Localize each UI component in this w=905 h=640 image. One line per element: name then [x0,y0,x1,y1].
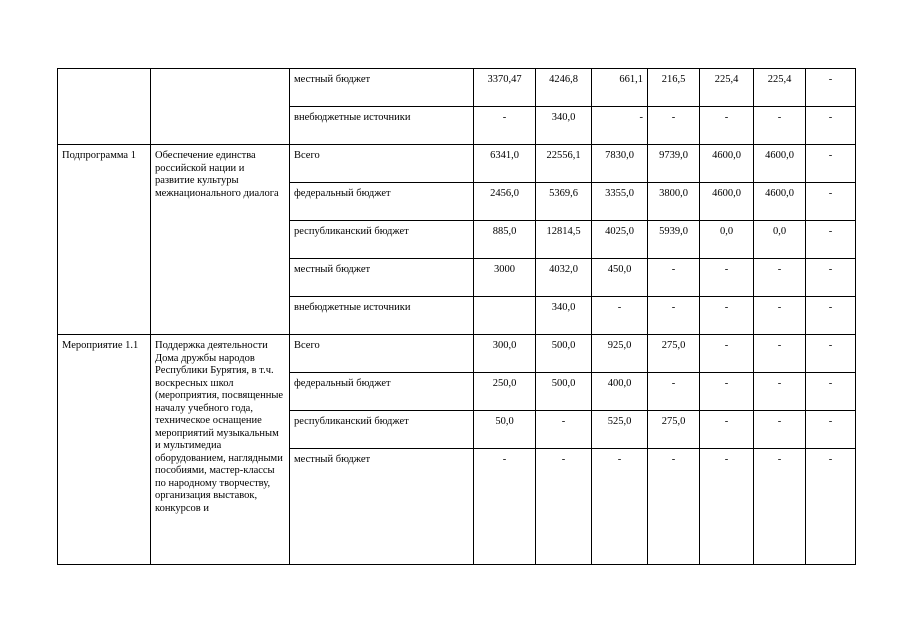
funding-source: местный бюджет [290,449,474,565]
value-cell: 7830,0 [592,145,648,183]
value-cell: - [648,297,700,335]
value-cell: 50,0 [474,411,536,449]
value-cell: 9739,0 [648,145,700,183]
value-cell: 5939,0 [648,221,700,259]
row-description-empty [151,69,290,145]
row-label: Подпрограмма 1 [58,145,151,335]
value-cell: 225,4 [754,69,806,107]
value-cell: - [536,411,592,449]
value-cell: 340,0 [536,297,592,335]
value-cell: 216,5 [648,69,700,107]
value-cell: 0,0 [700,221,754,259]
table-row [58,335,856,373]
value-cell: - [648,449,700,565]
value-cell: - [754,259,806,297]
value-cell: - [700,373,754,411]
row-description: Поддержка деятельности Дома дружбы народов Республики Бурятия, в т.ч. воскресных школ (мероприятия, посвященные началу учебного года, техническое оснащение мероприятий музыкальным и мультимедиа оборудованием, наглядными пособиями, мастер-классы по народному творчеству, организация выставок, конкурсов и [151,335,290,565]
value-cell [474,297,536,335]
value-cell: - [754,335,806,373]
row-label: Мероприятие 1.1 [58,335,151,565]
value-cell: 12814,5 [536,221,592,259]
value-cell: - [754,411,806,449]
value-cell: 500,0 [536,373,592,411]
funding-source: местный бюджет [290,259,474,297]
value-cell: 400,0 [592,373,648,411]
funding-source: Всего [290,145,474,183]
value-cell: 275,0 [648,335,700,373]
value-cell: - [700,335,754,373]
table-body [58,69,856,565]
value-cell: 4600,0 [754,183,806,221]
value-cell: - [700,449,754,565]
value-cell: 2456,0 [474,183,536,221]
value-cell: 225,4 [700,69,754,107]
value-cell: - [592,449,648,565]
value-cell: 4600,0 [700,183,754,221]
value-cell: 4025,0 [592,221,648,259]
value-cell: - [806,373,856,411]
value-cell: - [806,297,856,335]
value-cell: - [474,449,536,565]
value-cell: - [806,411,856,449]
value-cell: - [806,221,856,259]
value-cell: 4032,0 [536,259,592,297]
value-cell: - [700,297,754,335]
value-cell: 250,0 [474,373,536,411]
value-cell: 661,1 [592,69,648,107]
value-cell: - [806,335,856,373]
row-label-empty [58,69,151,145]
funding-source: внебюджетные источники [290,297,474,335]
value-cell: - [754,297,806,335]
value-cell: 300,0 [474,335,536,373]
funding-source: республиканский бюджет [290,221,474,259]
funding-source: Всего [290,335,474,373]
value-cell: 3000 [474,259,536,297]
value-cell: 275,0 [648,411,700,449]
budget-table [57,68,856,565]
funding-source: республиканский бюджет [290,411,474,449]
value-cell: 22556,1 [536,145,592,183]
value-cell: 340,0 [536,107,592,145]
value-cell: 0,0 [754,221,806,259]
value-cell: 4600,0 [754,145,806,183]
value-cell: - [806,449,856,565]
value-cell: - [806,107,856,145]
funding-source: внебюджетные источники [290,107,474,145]
value-cell: - [700,411,754,449]
value-cell: - [754,107,806,145]
value-cell: - [806,259,856,297]
row-description: Обеспечение единства российской нации и развитие культуры межнационального диалога [151,145,290,335]
value-cell: - [592,107,648,145]
value-cell: 6341,0 [474,145,536,183]
value-cell: 500,0 [536,335,592,373]
funding-source: местный бюджет [290,69,474,107]
value-cell: 3370,47 [474,69,536,107]
value-cell: - [536,449,592,565]
value-cell: - [754,449,806,565]
value-cell: - [700,259,754,297]
value-cell: - [474,107,536,145]
value-cell: - [806,183,856,221]
value-cell: 885,0 [474,221,536,259]
value-cell: - [806,145,856,183]
value-cell: 450,0 [592,259,648,297]
value-cell: - [806,69,856,107]
value-cell: - [754,373,806,411]
table-row [58,145,856,183]
value-cell: - [648,373,700,411]
value-cell: 3355,0 [592,183,648,221]
value-cell: 5369,6 [536,183,592,221]
funding-source: федеральный бюджет [290,373,474,411]
value-cell: - [648,259,700,297]
funding-source: федеральный бюджет [290,183,474,221]
value-cell: 4246,8 [536,69,592,107]
value-cell: - [592,297,648,335]
value-cell: 4600,0 [700,145,754,183]
table-row [58,69,856,107]
value-cell: 925,0 [592,335,648,373]
value-cell: - [648,107,700,145]
value-cell: 3800,0 [648,183,700,221]
value-cell: - [700,107,754,145]
value-cell: 525,0 [592,411,648,449]
